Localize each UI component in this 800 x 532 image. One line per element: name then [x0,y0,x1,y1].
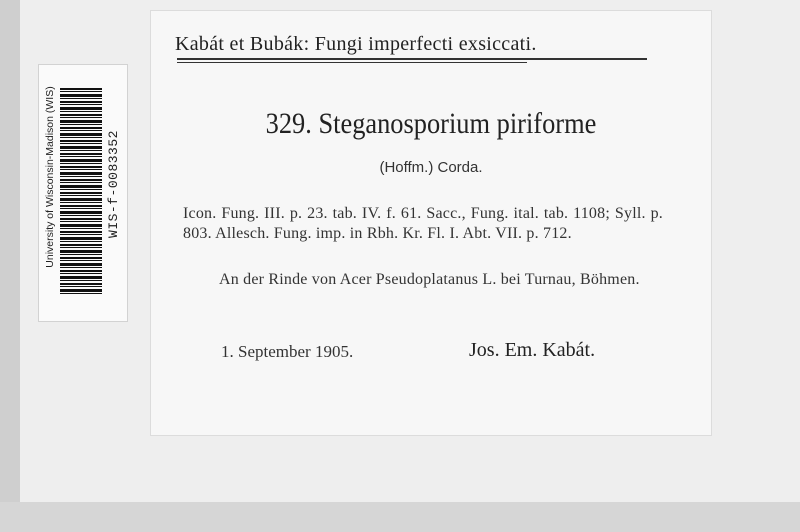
sheet-edge [0,502,800,532]
barcode-icon [60,88,102,294]
title-rule-secondary [177,62,527,63]
barcode-id: WIS-f-0083352 [106,130,121,238]
species-name: 329. Steganosporium piriforme [265,107,597,140]
specimen-label [150,10,712,436]
series-title: Kabát et Bubák: Fungi imperfecti exsiccati. [175,33,537,55]
habitat: An der Rinde von Acer Pseudoplatanus L. bei Turnau, Böhmen. [219,271,640,288]
collection-date: 1. September 1905. [221,342,354,361]
collector: Jos. Em. Kabát. [469,339,596,361]
references: Icon. Fung. III. p. 23. tab. IV. f. 61. Sacc., Fung. ital. tab. 1108; Syll. p. 803. Allesch. Fung. imp. in Rbh. Kr. Fl. I. Abt. VII. p. 712. [183,205,663,242]
barcode-institution: University of Wisconsin-Madison (WIS) [44,86,56,268]
title-rule [177,58,647,60]
species-authority: (Hoffm.) Corda. [379,159,483,176]
